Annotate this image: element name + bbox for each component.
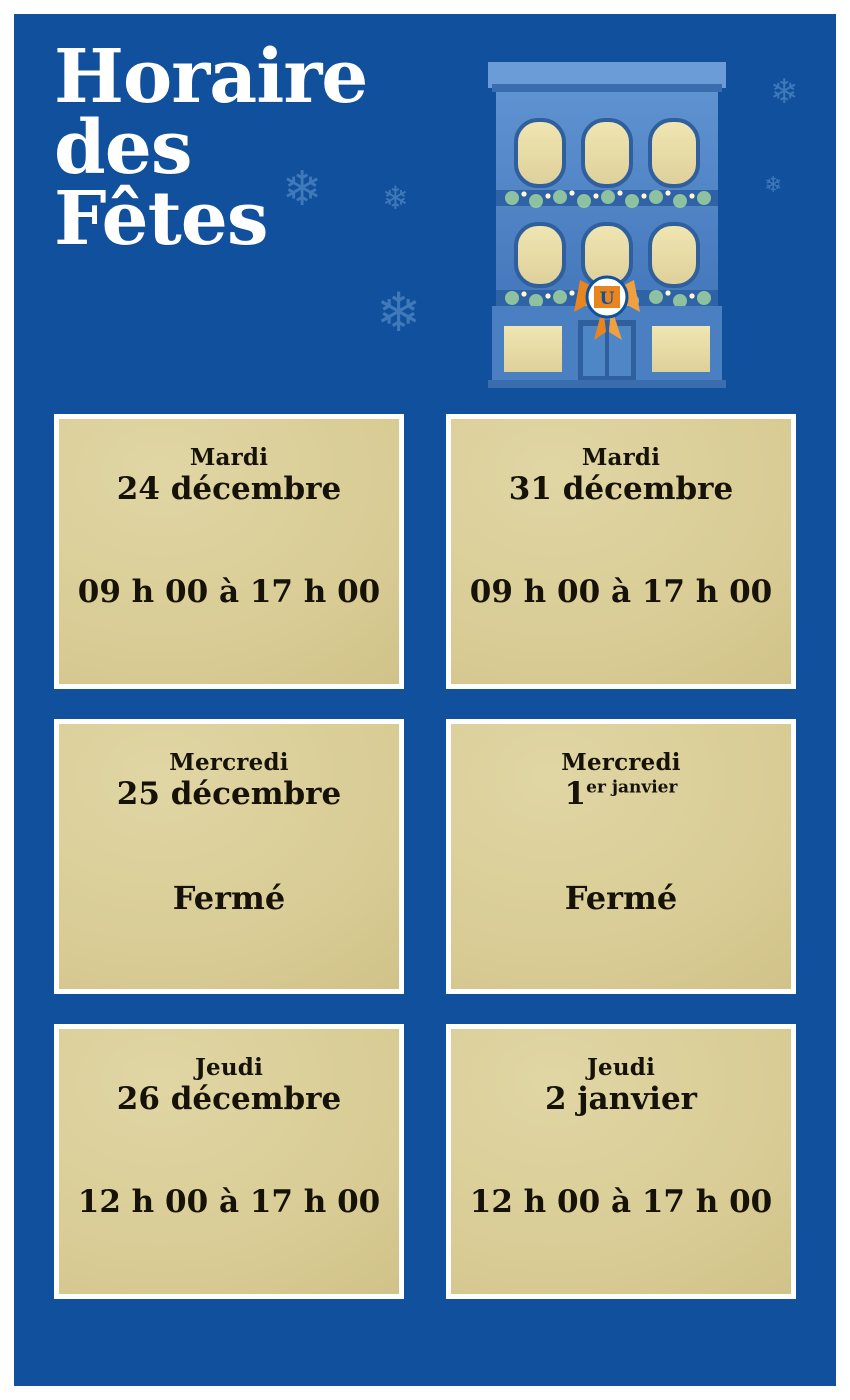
hours-card <box>446 719 796 994</box>
card-day: Mardi <box>189 444 269 471</box>
hours-card <box>54 414 404 689</box>
hours-grid <box>54 414 796 1299</box>
card-date: 26 décembre <box>116 1081 342 1118</box>
card-date: 31 décembre <box>508 471 734 508</box>
card-hours: 09 h 00 à 17 h 00 <box>77 573 381 610</box>
storefront-illustration <box>482 44 732 394</box>
title-line-1: Horaire <box>54 34 368 120</box>
title-line-2: des <box>54 105 192 192</box>
card-date: 24 décembre <box>116 471 342 508</box>
hours-card <box>54 719 404 994</box>
card-day: Mardi <box>581 444 661 471</box>
snowflake-icon: ❄ <box>764 172 783 197</box>
card-hours: Fermé <box>564 878 678 917</box>
card-day: Jeudi <box>586 1054 656 1081</box>
card-hours: 09 h 00 à 17 h 00 <box>469 573 773 610</box>
card-date-suffix: er janvier <box>586 777 678 798</box>
hours-card <box>446 1024 796 1299</box>
storefront-svg <box>482 44 732 394</box>
card-day: Mercredi <box>561 749 681 776</box>
card-day: Jeudi <box>194 1054 264 1081</box>
card-date-number: 1 <box>564 776 587 813</box>
card-day: Mercredi <box>169 749 289 776</box>
snowflake-icon: ❄ <box>282 163 323 216</box>
card-hours: 12 h 00 à 17 h 00 <box>469 1183 773 1220</box>
card-date: 2 janvier <box>544 1081 698 1118</box>
card-date: 25 décembre <box>116 776 342 813</box>
store-logo-letter: U <box>599 289 615 309</box>
hours-card <box>446 414 796 689</box>
card-date <box>565 777 678 813</box>
snowflake-icon: ❄ <box>770 74 799 111</box>
poster-canvas <box>14 14 836 1386</box>
card-hours: Fermé <box>172 878 286 917</box>
title-line-3: Fêtes <box>54 176 268 263</box>
snowflake-icon: ❄ <box>376 283 422 343</box>
page-title <box>54 34 474 263</box>
card-hours: 12 h 00 à 17 h 00 <box>77 1183 381 1220</box>
hours-card <box>54 1024 404 1299</box>
snowflake-icon: ❄ <box>382 180 409 216</box>
title-block <box>54 34 474 263</box>
